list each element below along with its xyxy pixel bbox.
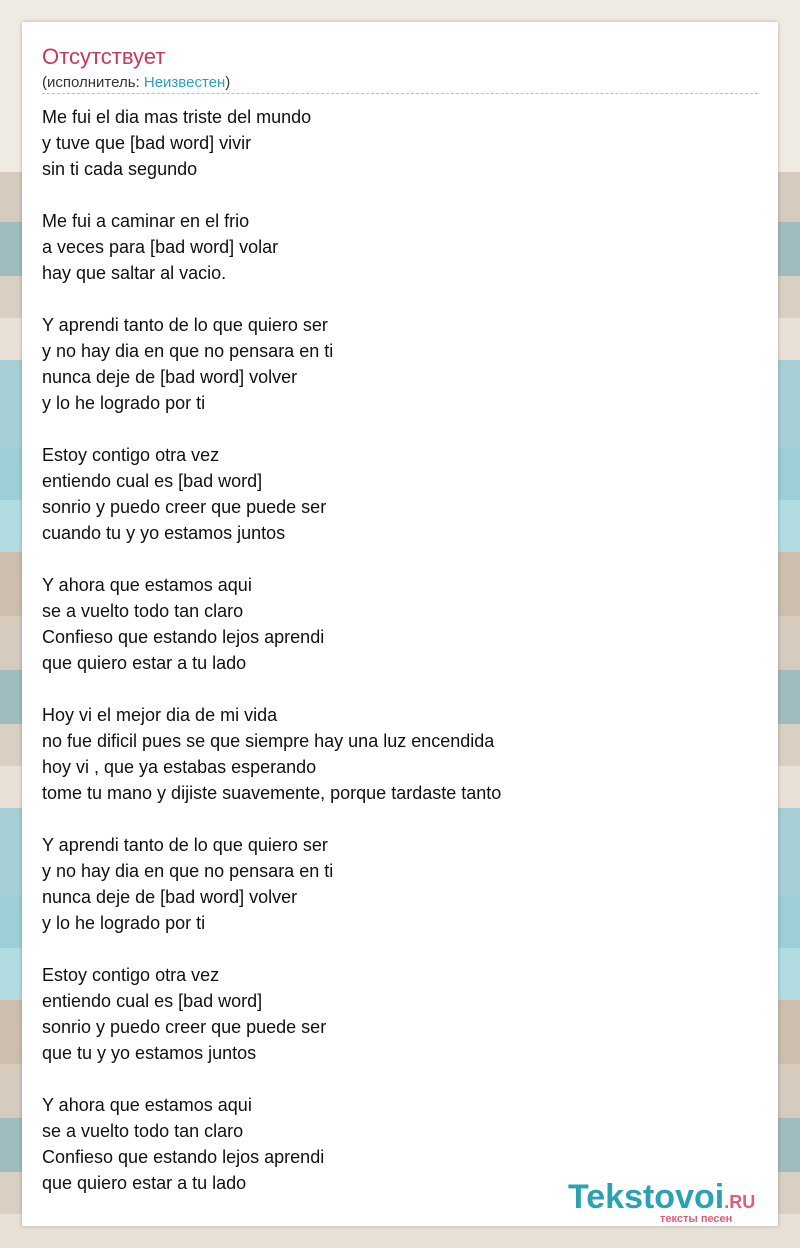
lyric-line: tome tu mano y dijiste suavemente, porque tardaste tanto [42, 783, 502, 803]
stanza-gap [42, 416, 758, 442]
artist-suffix: ) [225, 74, 231, 91]
stanza-gap [42, 936, 758, 962]
lyric-line: nunca deje de [bad word] volver [42, 367, 298, 387]
stanza-gap [42, 806, 758, 832]
lyric-line: y no hay dia en que no pensara en ti [42, 861, 334, 881]
logo-text: Tekstovoi [568, 1178, 725, 1216]
lyric-line: Estoy contigo otra vez [42, 445, 220, 465]
song-title: Отсутствует [42, 44, 166, 69]
lyric-line: Confieso que estando lejos aprendi [42, 627, 325, 647]
stanza-gap [42, 182, 758, 208]
lyric-line: y tuve que [bad word] vivir [42, 133, 252, 153]
artist-name-link[interactable]: Неизвестен [143, 74, 226, 91]
lyric-line: Y aprendi tanto de lo que quiero ser [42, 315, 328, 335]
lyric-line: Confieso que estando lejos aprendi [42, 1147, 325, 1167]
divider [42, 93, 758, 94]
lyric-line: no fue dificil pues se que siempre hay una luz encendida [42, 731, 495, 751]
lyrics-card [22, 22, 778, 1226]
artist-line [42, 74, 230, 92]
lyric-line: que quiero estar a tu lado [42, 653, 247, 673]
lyric-line: que tu y yo estamos juntos [42, 1043, 257, 1063]
lyric-line: Me fui el dia mas triste del mundo [42, 107, 312, 127]
lyric-line: sonrio y puedo creer que puede ser [42, 497, 327, 517]
lyric-line: cuando tu y yo estamos juntos [42, 523, 286, 543]
lyric-line: Y ahora que estamos aqui [42, 575, 252, 595]
lyric-line: y lo he logrado por ti [42, 393, 206, 413]
lyric-line: y no hay dia en que no pensara en ti [42, 341, 334, 361]
lyric-line: y lo he logrado por ti [42, 913, 206, 933]
lyric-line: a veces para [bad word] volar [42, 237, 279, 257]
lyric-line: sin ti cada segundo [42, 159, 198, 179]
lyric-line: sonrio y puedo creer que puede ser [42, 1017, 327, 1037]
artist-prefix: (исполнитель: [42, 74, 144, 91]
lyric-line: se a vuelto todo tan claro [42, 1121, 244, 1141]
stanza-gap [42, 286, 758, 312]
stanza-gap [42, 1066, 758, 1092]
logo-tagline: тексты песен [660, 1213, 733, 1225]
stanza-gap [42, 676, 758, 702]
lyric-line: Estoy contigo otra vez [42, 965, 220, 985]
site-logo[interactable] [568, 1179, 778, 1227]
stanza-gap [42, 546, 758, 572]
lyric-line: Hoy vi el mejor dia de mi vida [42, 705, 278, 725]
lyrics-body [42, 104, 758, 1196]
lyric-line: se a vuelto todo tan claro [42, 601, 244, 621]
lyric-line: Y aprendi tanto de lo que quiero ser [42, 835, 328, 855]
lyric-line: hoy vi , que ya estabas esperando [42, 757, 317, 777]
logo-tld: .RU [724, 1192, 756, 1212]
lyric-line: que quiero estar a tu lado [42, 1173, 247, 1193]
lyric-line: nunca deje de [bad word] volver [42, 887, 298, 907]
lyric-line: hay que saltar al vacio. [42, 263, 227, 283]
lyric-line: entiendo cual es [bad word] [42, 991, 263, 1011]
lyric-line: entiendo cual es [bad word] [42, 471, 263, 491]
lyric-line: Y ahora que estamos aqui [42, 1095, 252, 1115]
lyric-line: Me fui a caminar en el frio [42, 211, 250, 231]
